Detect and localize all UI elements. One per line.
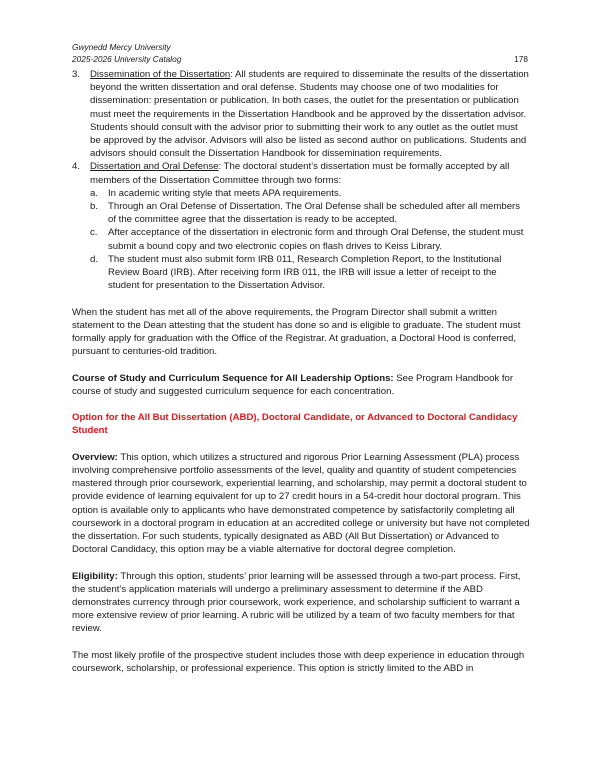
list-item-title: Dissemination of the Dissertation [90,69,231,80]
sub-item-letter: b. [90,201,99,213]
sub-item-text: The student must also submit form IRB 011, Research Completion Report, to the Institutional Review Board (IRB). After receiving form IRB 011, the IRB will issue a letter of receipt to the student for presentation to the Dissertation Advisor. [108,253,502,292]
catalog-title: 2025-2026 University Catalog [72,54,182,64]
list-item-text: : The doctoral student’s dissertation must be formally accepted by all members of the Dissertation Committee through two forms: [90,161,510,186]
sub-item-text: In academic writing style that meets APA requirements. [108,187,342,199]
institution-name: Gwynedd Mercy University [72,42,171,52]
sub-list [90,187,530,293]
course-of-study-paragraph [72,372,530,398]
overview-paragraph [72,451,530,557]
page-body [72,68,530,675]
abd-option-heading: Option for the All But Dissertation (ABD), Doctoral Candidate, or Advanced to Doctoral Candidacy Student [72,412,518,437]
list-item-oral-defense [72,160,530,292]
sub-item-text: After acceptance of the dissertation in electronic form and through Oral Defense, the student must submit a bound copy and two electronic copies on flash drives to Keiss Library. [108,227,524,252]
list-number: 3. [72,69,81,80]
sub-item-letter: c. [90,227,98,239]
page-number: 178 [514,54,528,64]
page-header [72,41,528,65]
graduation-paragraph: When the student has met all of the above requirements, the Program Director shall submit a written statement to the Dean attesting that the student has done so and is eligible to graduate. The student must formally apply for graduation with the Office of the Registrar. At graduation, a Doctoral Hood is conferred, pursuant to centuries-old tradition. [72,306,521,358]
sub-item-a [90,187,530,200]
list-item-dissemination [72,68,530,160]
overview-text: This option, which utilizes a structured and rigorous Prior Learning Assessment (PLA) process involving comprehensive portfolio assessments of the level, quality and quantity of student competencies mastered through prior coursework, experiential learning, and scholarship, may permit a doctoral student to provide evidence of learning equivalent for up to 27 credit hours in a 54-credit hour doctoral program. This option is available only to applicants who have demonstrated competence by satisfactorily completing all coursework in a doctoral program in education at an accredited college or university but have not completed the dissertation. For such students, typically designated as ABD (All But Dissertation) or Advanced to Doctoral Candidacy, this option may be a viable alternative for doctoral degree completion. [72,451,530,556]
sub-item-b [90,200,530,226]
course-of-study-label: Course of Study and Curriculum Sequence for All Leadership Options: [72,372,394,384]
list-number: 4. [72,161,81,173]
eligibility-paragraph [72,570,530,636]
sub-item-d [90,253,530,293]
list-item-title: Dissertation and Oral Defense [90,161,219,173]
overview-label: Overview: [72,451,118,463]
sub-item-text: Through an Oral Defense of Dissertation. The Oral Defense shall be scheduled after all members of the committee agree that the dissertation is ready to be accepted. [108,201,521,226]
eligibility-label: Eligibility: [72,570,118,582]
eligibility-text: Through this option, students’ prior learning will be assessed through a two-part process. First, the student’s application materials will undergo a preliminary assessment to determine if the ABD demonstrates currency through prior coursework, work experience, and scholarship sufficient to warrant a more extensive review of prior learning. A rubric will be utilized by a team of two faculty members for that review. [72,570,521,635]
sub-item-c [90,226,530,252]
profile-paragraph: The most likely profile of the prospective student includes those with deep experience in education through coursework, scholarship, or professional experience. This option is strictly limited to the ABD in [72,649,525,675]
sub-item-letter: d. [90,253,99,265]
course-of-study-text: See Program Handbook for course of study and suggested curriculum sequence for each concentration. [72,372,514,397]
list-item-text: : All students are required to disseminate the results of the dissertation beyond the written dissertation and oral defense. Students may choose one of two modalities for dissemination: presentation or publication. In both cases, the outlet for the presentation or publication must meet the requirements in the Dissertation Handbook and be approved by the dissertation advisor. Students should consult with the advisor prior to submitting their work to any outlet as the outlet must be approved by the advisor. Advisors will also be listed as second author on publications. Students and advisors should consult the Dissertation Handbook for dissemination requirements. [90,69,529,160]
sub-item-letter: a. [90,187,99,199]
